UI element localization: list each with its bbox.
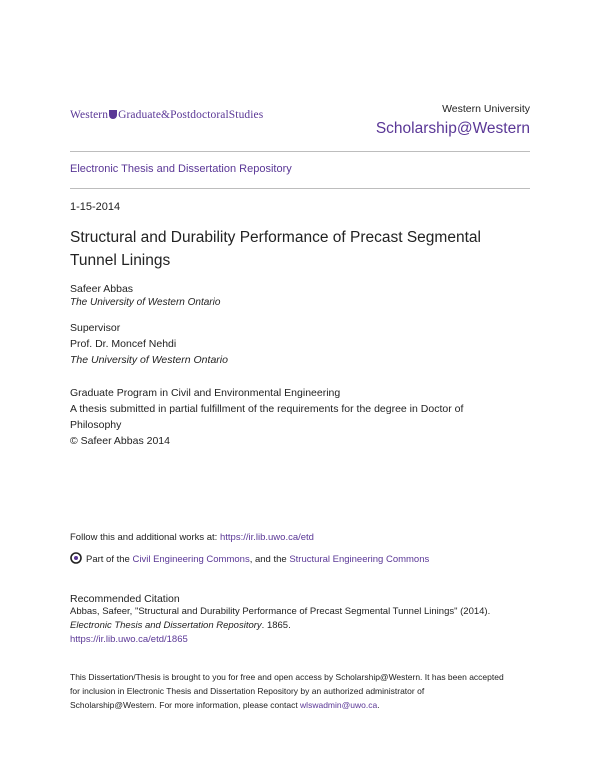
footer-line3-suffix: . (377, 700, 380, 710)
citation-heading: Recommended Citation (70, 593, 180, 605)
header-divider (70, 151, 530, 152)
thesis-title: Structural and Durability Performance of Precast Segmental Tunnel Linings (70, 229, 481, 269)
part-of-middle: , and the (249, 554, 290, 565)
footer-notice (70, 670, 540, 712)
collection-link[interactable]: Electronic Thesis and Dissertation Repository (70, 163, 292, 175)
part-of-line (70, 552, 429, 565)
logo-grad-text: Graduate&PostdoctoralStudies (118, 109, 264, 121)
follow-line (70, 532, 314, 543)
supervisor-label: Supervisor (70, 322, 121, 334)
logo-western-text: Western (70, 109, 109, 121)
citation-line2 (70, 620, 291, 631)
structural-engineering-commons-link[interactable]: Structural Engineering Commons (289, 554, 430, 565)
citation-url-link[interactable]: https://ir.lib.uwo.ca/etd/1865 (70, 634, 188, 645)
copyright: © Safeer Abbas 2014 (70, 435, 170, 447)
author-name: Safeer Abbas (70, 283, 134, 295)
author-affiliation: The University of Western Ontario (70, 297, 221, 308)
citation-line1: Abbas, Safeer, "Structural and Durability Performance of Precast Segmental Tunnel Linings" (2014). (70, 606, 491, 617)
graduate-program: Graduate Program in Civil and Environmental Engineering (70, 387, 341, 399)
repository-brand[interactable]: Scholarship@Western (375, 120, 530, 137)
degree-statement-line1: A thesis submitted in partial fulfillment of the requirements for the degree in Doctor of (70, 403, 464, 415)
bepress-network-icon (70, 552, 82, 564)
footer-line2: for inclusion in Electronic Thesis and Dissertation Repository by an authorized administrator of (70, 686, 425, 696)
citation-number: . 1865. (261, 620, 291, 631)
collection-divider (70, 188, 530, 189)
degree-statement-line2: Philosophy (70, 419, 122, 431)
part-of-prefix: Part of the (86, 554, 133, 565)
contact-email-link[interactable]: wlswadmin@uwo.ca (300, 700, 378, 710)
university-name: Western University (442, 103, 530, 115)
footer-line3-prefix: Scholarship@Western. For more information, please contact (70, 700, 301, 710)
follow-prefix: Follow this and additional works at: (70, 532, 220, 543)
publication-date: 1-15-2014 (70, 201, 121, 213)
follow-url-link[interactable]: https://ir.lib.uwo.ca/etd (219, 532, 314, 543)
civil-engineering-commons-link[interactable]: Civil Engineering Commons (132, 554, 250, 565)
supervisor-affiliation: The University of Western Ontario (70, 354, 228, 366)
footer-line1: This Dissertation/Thesis is brought to you for free and open access by Scholarship@Western. It has been accepted (70, 672, 504, 682)
crest-icon (109, 110, 117, 119)
supervisor-name: Prof. Dr. Moncef Nehdi (70, 338, 177, 350)
western-grad-studies-logo (70, 109, 263, 121)
footer-line3 (70, 698, 540, 712)
citation-journal: Electronic Thesis and Dissertation Repository (70, 620, 262, 631)
